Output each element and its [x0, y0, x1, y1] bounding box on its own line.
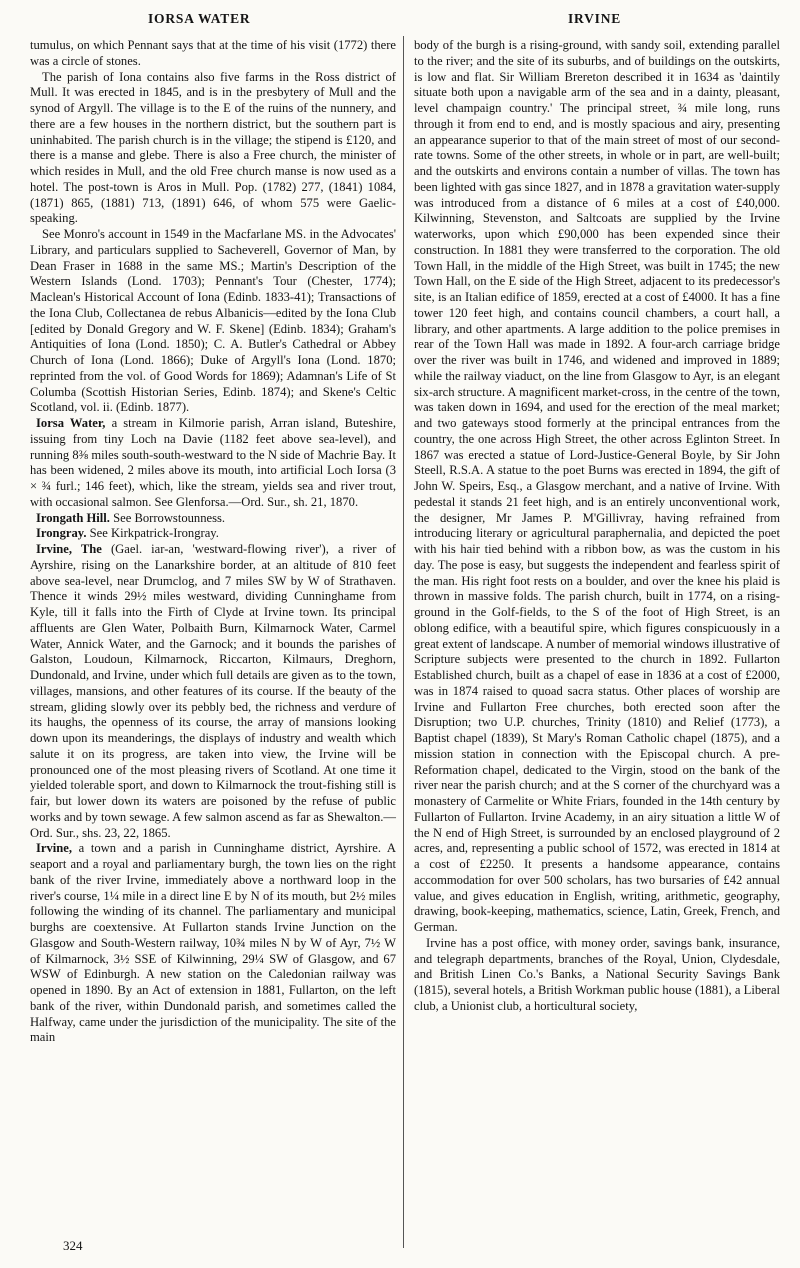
headword-iorsa-water: Iorsa Water, — [36, 416, 106, 430]
entry-text-irongray: See Kirkpatrick-Irongray. — [89, 526, 219, 541]
iona-references-paragraph: See Monro's account in 1549 in the Macfarlane MS. in the Advocates' Library, and particulars supplied to Sacheverell, Governor of Man, by Dean Fraser in 1688 in the same MS.; Martin's Description of the Western Islands (Lond. 1703); Pennant's Tour (Chester, 1774); Maclean's Historical Account of Iona (Edinb. 1833-41); Transactions of the Iona Club, Collectanea de rebus Albanicis—edited by the Iona Club [edited by Donald Gregory and W. F. Skene] (Edinb. 1834); Graham's Antiquities of Iona (Lond. 1850); C. A. Butler's Cathedral or Abbey Church of Iona (Lond. 1866); Duke of Argyll's Iona (Lond. 1870; reprinted from the vol. of Good Words for 1869); Adamnan's Life of St Columba (Scottish Historian Series, Edinb. 1874); and Skene's Celtic Scotland, vol. ii. (Edinb. 1877). — [30, 227, 396, 415]
irvine-continuation-paragraph: body of the burgh is a rising-ground, with sandy soil, extending parallel to the river; and the site of its suburbs, and of buildings on the outskirts, is low and flat. Sir William Brereton described it in 1634 as 'daintily situate both upon a navigable arm of the sea and in a dainty, pleasant, level champaign country.' The principal street, ¾ mile long, runs through it from end to end, and is mostly spacious and airy, presenting an appearance superior to that of the main street of most of our second-rate towns. Some of the other streets, in whole or in part, are well-built; and the outskirts and environs contain a number of villas. The town has been lighted with gas since 1827, and in 1878 a gravitation water-supply was introduced from a distance of 6 miles at a cost of £40,000. Kilwinning, Stevenston, and Saltcoats are supplied by the Irvine waterworks, upon which £90,000 has been expended since their construction. In 1881 they were transferred to the corporation. The old Town Hall, in the middle of the High Street, was built in 1745; the new Town Hall, on the E side of the High Street, adjacent to its predecessor's site, is an Italian edifice of 1859, erected at a cost of £4000. It has a fine tower 120 feet high, and contains council chambers, a court hall, a library, and other apartments. A large addition to the police premises in rear of the Town Hall was made in 1892. A four-arch carriage bridge over the river was built in 1746, and widened and improved in 1889; while the railway viaduct, on the line from Glasgow to Ayr, is an elegant six-arch structure. A magnificent market-cross, in the centre of the town, was taken down in 1694, and used for the erection of the meal market; and two gateways stood formerly at the principal entrances from the country, the one across High Street, the other across Eglinton Street. In 1867 was erected a statue of Lord-Justice-General Boyle, by Sir John Steell, R.S.A. A statue to the poet Burns was erected in 1894, the gift of John W. Speirs, Esq., a Glasgow merchant, and a native of Irvine. With pedestal it stands 21 feet high, and is an entirely unconventional work, the designer, Mr James P. M'Gillivray, having refrained from introducing literary or agricultural paraphernalia, and depicted the poet with his hair tied behind with a ribbon bow, as was the custom in his day. The pose is easy, but suggests the independent and fearless spirit of the man. His right foot rests on a boulder, and over the knee his plaid is thrown in massive folds. The parish church, built in 1774, on a rising-ground in the Golf-fields, to the S of the foot of High Street, is an oblong edifice, with a beautiful spire, which figures conspicuously in a great extent of landscape. A number of memorial windows illustrative of Scripture subjects were presented to the church in 1892. Fullarton Established church, built as a chapel of ease in 1836 at a cost of £2000, was in 1874 raised to quoad sacra status. Other places of worship are Irvine and Fullarton Free churches, both erected soon after the Disruption; two U.P. churches, Trinity (1810) and Relief (1773), a Baptist chapel (1839), St Mary's Roman Catholic chapel (1875), and a mission station in connection with the Episcopal church. A pre-Reformation chapel, dedicated to the Virgin, stood on the bank of the river near the parish church; and at the S corner of the churchyard was a monastery of Carmelite or White Friars, founded in the 14th century by Fullarton of Fullarton. Irvine Academy, in an airy situation a little W of the N end of High Street, is surrounded by an enclosed playground of 2 acres, and, representing a public school of 1572, was erected in 1814 at a cost of £2250. It presents a handsome appearance, contains accommodation for over 500 scholars, has two bursaries of £42 annual value, and gives education in English, writing, arithmetic, geography, drawing, book-keeping, mathematics, science, Latin, Greek, French, and German. — [414, 38, 780, 934]
column-divider — [403, 36, 404, 1248]
entry-text-irongath-hill: See Borrowstounness. — [113, 510, 226, 525]
running-head-left: IORSA WATER — [148, 11, 251, 26]
headword-irvine-town: Irvine, — [36, 841, 73, 856]
entry-text-irvine-river: (Gael. iar-an, 'westward-flowing river'), a river of Ayrshire, rising on the Lanarkshire border, at an altitude of 810 feet above sea-level, near Drumclog, and 7 miles SW by W of Strathaven. Thence it winds 29½ miles westward, dividing Cunninghame from Kyle, till it falls into the Firth of Clyde at Irvine town. Its principal affluents are Glen Water, Polbaith Burn, Kilmarnock Water, Carmel Water, Annick Water, and the Garnock; and it bounds the parishes of Galston, Loudoun, Kilmarnock, Riccarton, Kilmaurs, Dreghorn, Dundonald, and Irvine, under which full details are given as to the town, villages, mansions, and other features of its course. If the beauty of the stream, gliding slowly over its pebbly bed, the richness and verdure of its haughs, the openness of its course, the array of mansions looking down upon its meanderings, the displays of industry and wealth which salute it on its progress, are taken into view, the Irvine will be pronounced one of the most pleasing rivers of Scotland. At one time it yielded tolerable sport, and down to Kilmarnock the trout-fishing still is fair, but lower down its waters are poisoned by the refuse of public works and by town sewage. A few salmon ascend as far as Shewalton.—Ord. Sur., shs. 23, 22, 1865. — [30, 542, 397, 840]
right-column — [414, 38, 780, 1015]
headword-irvine-river: Irvine, The — [36, 542, 102, 556]
irvine-institutions-paragraph: Irvine has a post office, with money order, savings bank, insurance, and telegraph departments, branches of the Royal, Union, Clydesdale, and British Linen Co.'s Banks, a National Security Savings Bank (1815), several hotels, a British Workman public house (1881), a Liberal club, a Unionist club, a horticultural society, — [414, 935, 780, 1013]
entry-irvine-town — [30, 841, 396, 1046]
headword-irongath-hill: Irongath Hill. — [36, 510, 110, 525]
headword-irongray: Irongray. — [36, 526, 87, 541]
iona-parish-paragraph: The parish of Iona contains also five farms in the Ross district of Mull. It was erected in 1845, and is in the presbytery of Mull and the synod of Argyll. The village is to the E of the ruins of the nunnery, and there are a few houses in the northern district, but the southern part is uninhabited. The parish church is in the village; the stipend is £120, and there is a manse and glebe. There is also a Free church, the minister of which resides in Mull, and the old Free church manse is now used as a hotel. The post-town is Aros in Mull. Pop. (1782) 277, (1841) 1084, (1871) 865, (1881) 713, (1891) 646, of whom 575 were Gaelic-speaking. — [30, 69, 396, 226]
entry-irvine-river — [30, 542, 396, 841]
entry-text-irvine-town: a town and a parish in Cunninghame district, Ayrshire. A seaport and a royal and parliamentary burgh, the town lies on the right bank of the river Irvine, immediately above a northward loop in the river's course, 1¼ mile in a direct line E by N of its mouth, but 2½ miles following the winding of its channel. The parliamentary and municipal burghs are coextensive. At Fullarton stands Irvine Junction on the Glasgow and South-Western railway, 10¾ miles N by W of Ayr, 7½ W of Kilmarnock, 3½ SSE of Kilwinning, 29¼ SW of Glasgow, and 67 WSW of Edinburgh. A new station on the Caledonian railway was opened in 1890. By an Act of extension in 1881, Fullarton, on the left bank of the river, within Dundonald parish, and sometimes called the Halfway, came under the jurisdiction of the municipality. The site of the main — [30, 841, 396, 1045]
entry-irongath-hill — [30, 511, 396, 527]
entry-text-iorsa-water: a stream in Kilmorie parish, Arran island, Buteshire, issuing from tiny Loch na Davie (1182 feet above sea-level), and running 8⅜ miles south-south-westward to the N side of Machrie Bay. It has been widened, 2 miles above its mouth, into artificial Loch Iorsa (3 × ¾ furl.; 146 feet), which, like the stream, yields sea and river trout, with occasional salmon. See Glenforsa.—Ord. Sur., sh. 21, 1870. — [30, 416, 397, 509]
entry-irongray — [30, 526, 396, 542]
left-column — [30, 38, 396, 1046]
entry-iorsa-water — [30, 416, 396, 511]
page-number: 324 — [63, 1238, 83, 1253]
iona-entry-end: tumulus, on which Pennant says that at the time of his visit (1772) there was a circle of stones. — [30, 38, 396, 68]
running-head-right: IRVINE — [568, 11, 622, 26]
